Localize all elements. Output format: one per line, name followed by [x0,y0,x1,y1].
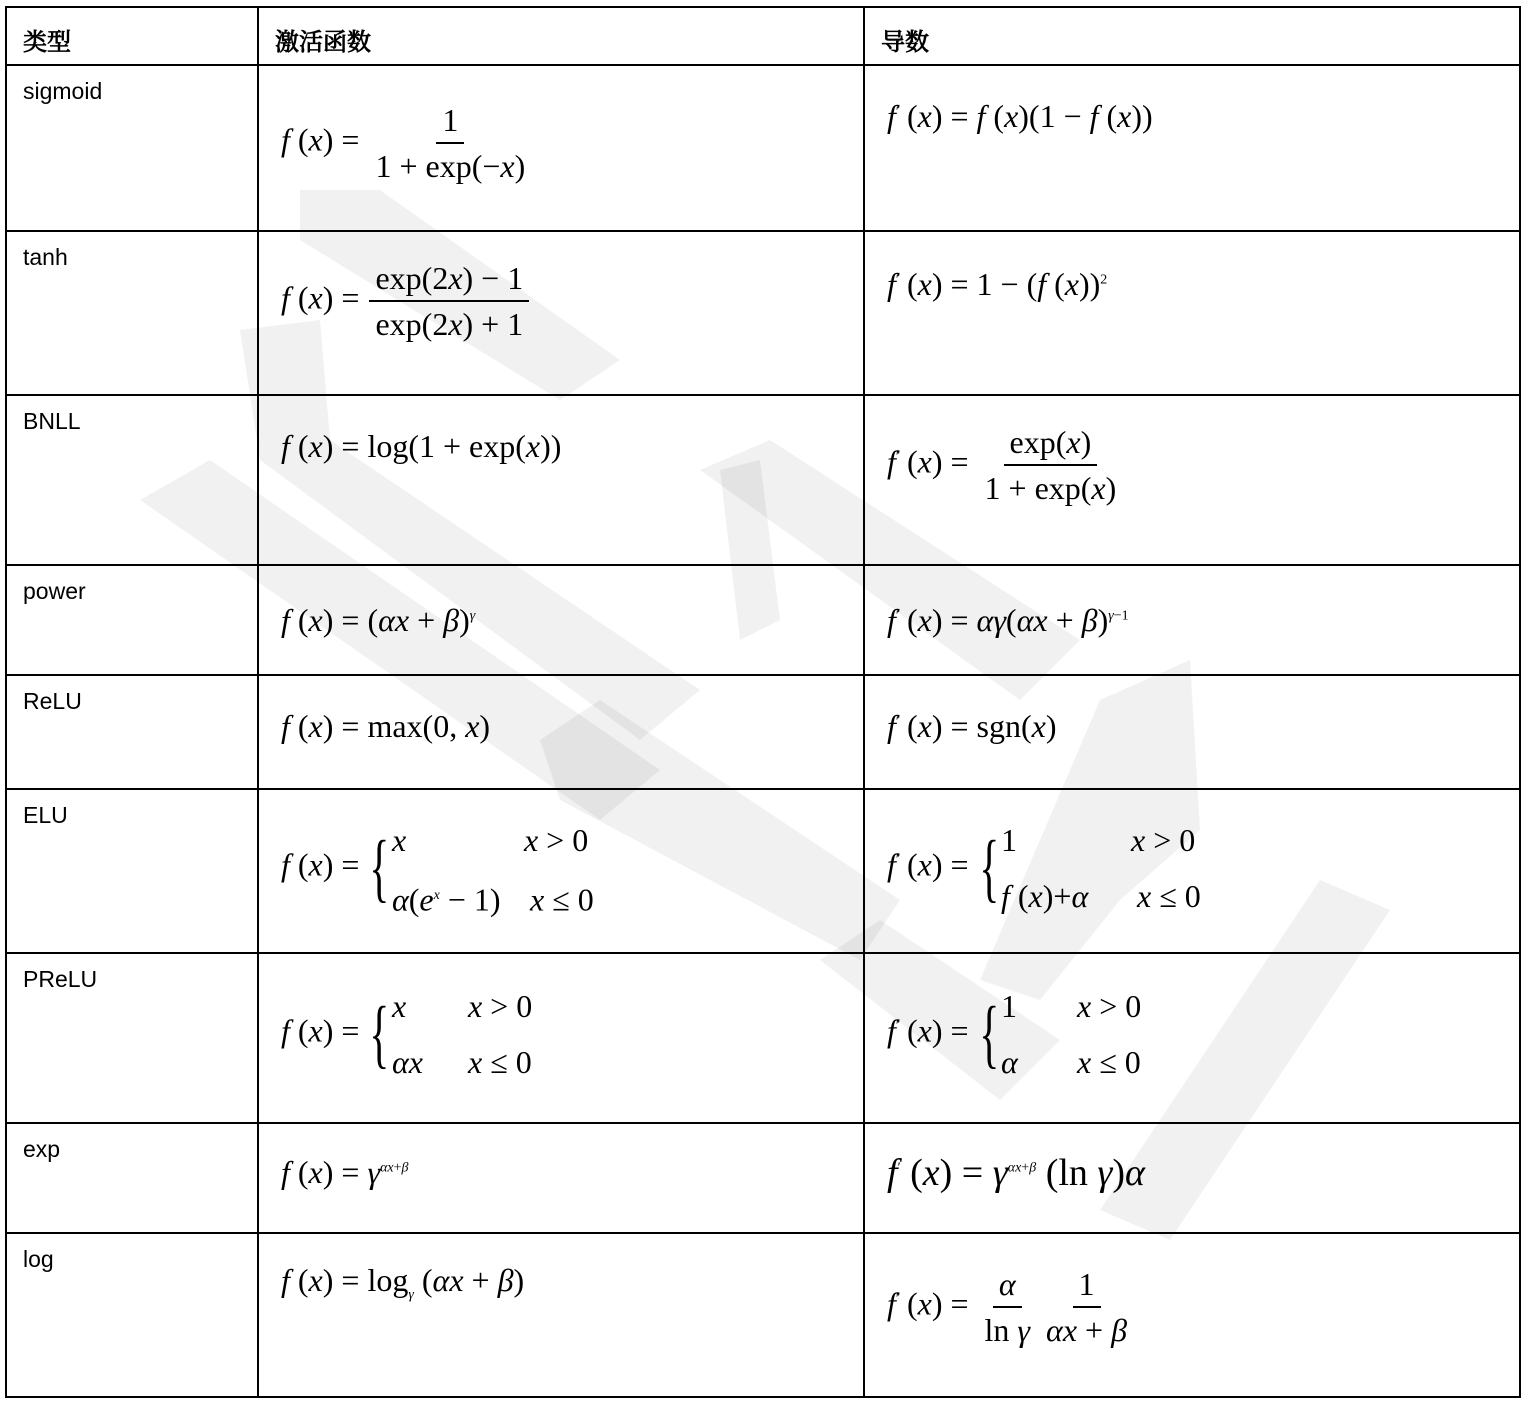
table-row [6,65,1520,231]
derivative-cell [864,65,1520,231]
table-row [6,1233,1520,1397]
header-derivative-label: 导数 [881,28,929,56]
table-row [6,1123,1520,1233]
type-cell [6,953,258,1123]
type-name: sigmoid [23,78,103,104]
activation-formula: f (x) = $\frac{1}{1 + \exp(-x)}$ [281,102,526,184]
derivative-cell [864,789,1520,953]
table-row [6,565,1520,675]
derivative-formula: f′ (x) = { 1 x > 0 α x ≤ 0 [887,988,1142,1080]
type-cell [6,1123,258,1233]
activation-cell [258,395,864,565]
activation-formula: f $(x) = \gamma^{\alpha x+\beta}$ [281,1154,409,1190]
activation-formula: f $(x) = (\alpha x + \beta)^\gamma$ [281,602,476,638]
derivative-cell [864,1123,1520,1233]
header-row [6,7,1520,65]
header-derivative [864,7,1520,65]
header-activation-label: 激活函数 [275,28,371,56]
derivative-formula: f′ (x) = $\frac{\exp(x)}{1 + \exp(x)}$ [887,424,1117,506]
type-cell [6,395,258,565]
derivative-cell [864,675,1520,789]
type-name: log [23,1246,54,1272]
type-name: ReLU [23,688,82,714]
type-name: tanh [23,244,68,270]
type-name: power [23,578,86,604]
derivative-cell [864,231,1520,395]
table-row [6,675,1520,789]
derivative-cell [864,953,1520,1123]
type-cell [6,1233,258,1397]
type-cell [6,675,258,789]
derivative-formula: f′ (x) = 1 − (f (x))$^2$ [887,266,1108,302]
activation-cell [258,65,864,231]
derivative-formula: f′ (x) = sgn(x) [887,708,1057,744]
table-row [6,789,1520,953]
type-cell [6,231,258,395]
type-cell [6,65,258,231]
type-name: exp [23,1136,61,1162]
table-row [6,953,1520,1123]
derivative-formula: f′ (x) = { 1 x > 0 f (x)+α x ≤ 0 [887,822,1201,914]
activation-formula: f (x) = $\frac{\exp(2x) - 1}{\exp(2x) + 1}$ [281,262,531,340]
activation-cell [258,565,864,675]
activation-cell [258,231,864,395]
type-cell [6,565,258,675]
activation-cell [258,1123,864,1233]
type-name: PReLU [23,966,98,992]
activation-cell [258,675,864,789]
derivative-formula: f′ (x) = f (x)(1 − f (x)) [887,98,1153,134]
type-cell [6,789,258,953]
derivative-formula: f′ $(x) = \gamma^{\alpha x+\beta}$ (ln γ)α [887,1152,1145,1194]
activation-formula: f (x) = { x x > 0 $\alpha(e^x - 1) x \le 0$ [281,822,594,918]
derivative-formula: f′ $(x) = \alpha\gamma(\alpha x + \beta)^{\gamma-1}$ [887,602,1129,638]
activation-cell [258,789,864,953]
activation-formula: f (x) = { x x > 0 αx x ≤ 0 [281,988,533,1080]
type-name: ELU [23,802,68,828]
activation-cell [258,1233,864,1397]
table-row [6,231,1520,395]
activation-formula: f (x) = max(0, x) [281,708,491,744]
activation-formula: f (x) = log(1 + exp(x)) [281,428,562,464]
activation-formula: f $(x) = \log_\gamma (\alpha x + \beta)$ [281,1262,525,1303]
activation-table [5,6,1521,1398]
table-row [6,395,1520,565]
type-name: BNLL [23,408,81,434]
derivative-formula: f′ (x) = $\frac{\alpha}{\text{ln γ}}$ $\frac{1}{\alpha x + \beta}$ [887,1266,1127,1348]
derivative-cell [864,1233,1520,1397]
header-type-label: 类型 [23,28,71,56]
header-type [6,7,258,65]
header-activation [258,7,864,65]
derivative-cell [864,395,1520,565]
activation-cell [258,953,864,1123]
derivative-cell [864,565,1520,675]
